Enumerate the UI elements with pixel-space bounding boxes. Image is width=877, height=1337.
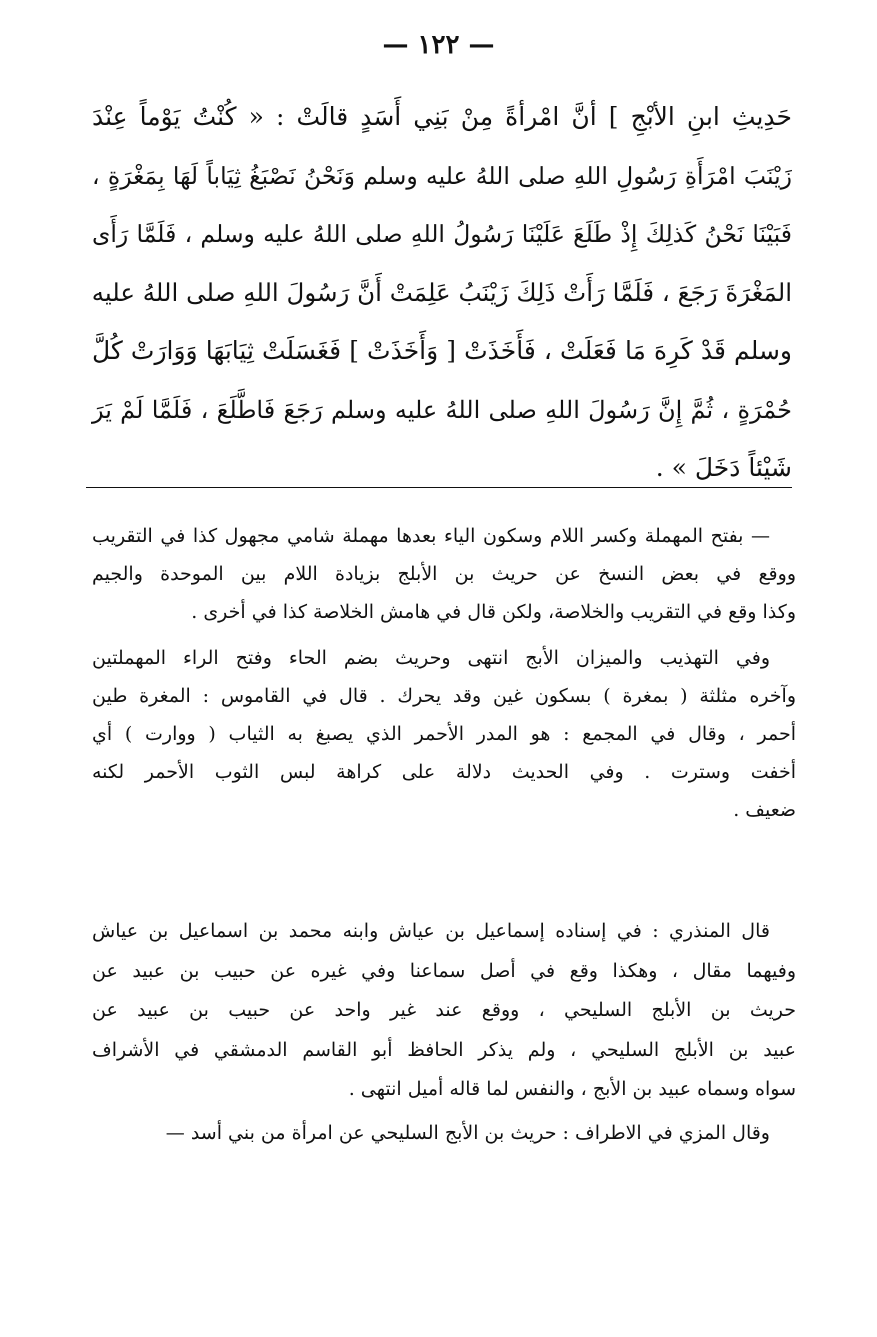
commentary-line: أحمر ، وقال في المجمع : هو المدر الأحمر الذي يصبغ به الثياب ( ووارت ) أي	[92, 723, 796, 745]
hadith-line: وسلم قَدْ كَرِهَ مَا فَعَلَتْ ، فَأَخَذَتْ [ وَأَخَذَتْ ] فَغَسَلَتْ ثِيَابَهَا وَوَارَتْ كُلَّ	[92, 336, 792, 365]
commentary-line: حريث بن الأبلج السليحي ، ووقع عند غير واحد عن حبيب بن عبيد عن	[92, 999, 796, 1021]
commentary-paragraph	[92, 912, 796, 1110]
commentary-line: وفيهما مقال ، وهكذا وقع في أصل سماعنا وفي غيره عن حبيب بن عبيد عن	[92, 959, 796, 982]
hadith-line: حُمْرَةٍ ، ثُمَّ إِنَّ رَسُولَ اللهِ صلى اللهُ عليه وسلم رَجَعَ فَاطَّلَعَ ، فَلَمَّا لَمْ يَرَ	[92, 395, 792, 424]
commentary-paragraph	[92, 639, 796, 829]
page-number: — ١٢٢ —	[382, 30, 495, 60]
section-divider	[86, 487, 792, 488]
commentary-line: — بفتح المهملة وكسر اللام وسكون الياء بعدها مهملة شامي مجهول كذا في التقريب	[92, 525, 770, 547]
hadith-line: زَيْنَبَ امْرَأَةِ رَسُولِ اللهِ صلى اللهُ عليه وسلم وَنَحْنُ نَصْبَغُ ثِيَاباً لَهَا بِمَغْرَةٍ ،	[92, 161, 792, 190]
hadith-line: حَدِيثِ ابنِ الأبْجِ ] أنَّ امْرأةً مِنْ بَنِي أَسَدٍ قالَتْ : « كُنْتُ يَوْماً عِنْدَ	[92, 102, 792, 131]
commentary-line: ووقع في بعض النسخ عن حريث بن الأبلج بزيادة اللام بين الموحدة والجيم	[92, 563, 796, 585]
commentary-line: سواه وسماه عبيد بن الأبج ، والنفس لما قاله أميل انتهى .	[348, 1078, 796, 1100]
mundhiri-commentary	[92, 912, 796, 1153]
commentary-line: وكذا وقع في التقريب والخلاصة، ولكن قال في هامش الخلاصة كذا في أخرى .	[191, 601, 796, 623]
commentary-line: وآخره مثلثة ( بمغرة ) بسكون غين وقد يحرك . قال في القاموس : المغرة طين	[92, 685, 796, 707]
commentary-line: أخفت وسترت . وفي الحديث دلالة على كراهة لبس الثوب الأحمر لكنه	[92, 761, 796, 783]
commentary-line: وقال المزي في الاطراف : حريث بن الأبج السليحي عن امرأة من بني أسد —	[165, 1121, 770, 1144]
hadith-line: شَيْئاً دَخَلَ » .	[655, 453, 792, 482]
hadith-line: المَغْرَةَ رَجَعَ ، فَلَمَّا رَأَتْ ذَلِكَ زَيْنَبُ عَلِمَتْ أَنَّ رَسُولَ اللهِ صلى اللهُ عليه	[91, 277, 792, 307]
commentary-line: ضعيف .	[733, 799, 796, 821]
hadith-line: فَبَيْنَا نَحْنُ كَذلِكَ إِذْ طَلَعَ عَلَيْنَا رَسُولُ اللهِ صلى اللهُ عليه وسلم ، فَلَمَّا رَأَى	[92, 220, 792, 248]
commentary-line: وفي التهذيب والميزان الأبج انتهى وحريث بضم الحاء وفتح الراء المهملتين	[92, 647, 770, 669]
commentary-paragraph	[92, 517, 796, 631]
commentary-paragraph	[92, 1114, 796, 1154]
commentary-line: قال المنذري : في إسناده إسماعيل بن عياش وابنه محمد بن اسماعيل بن عياش	[92, 920, 770, 942]
footnotes-commentary	[92, 517, 796, 829]
hadith-text	[92, 88, 792, 498]
commentary-line: عبيد بن الأبلج السليحي ، ولم يذكر الحافظ أبو القاسم الدمشقي في الأشراف	[92, 1038, 796, 1061]
